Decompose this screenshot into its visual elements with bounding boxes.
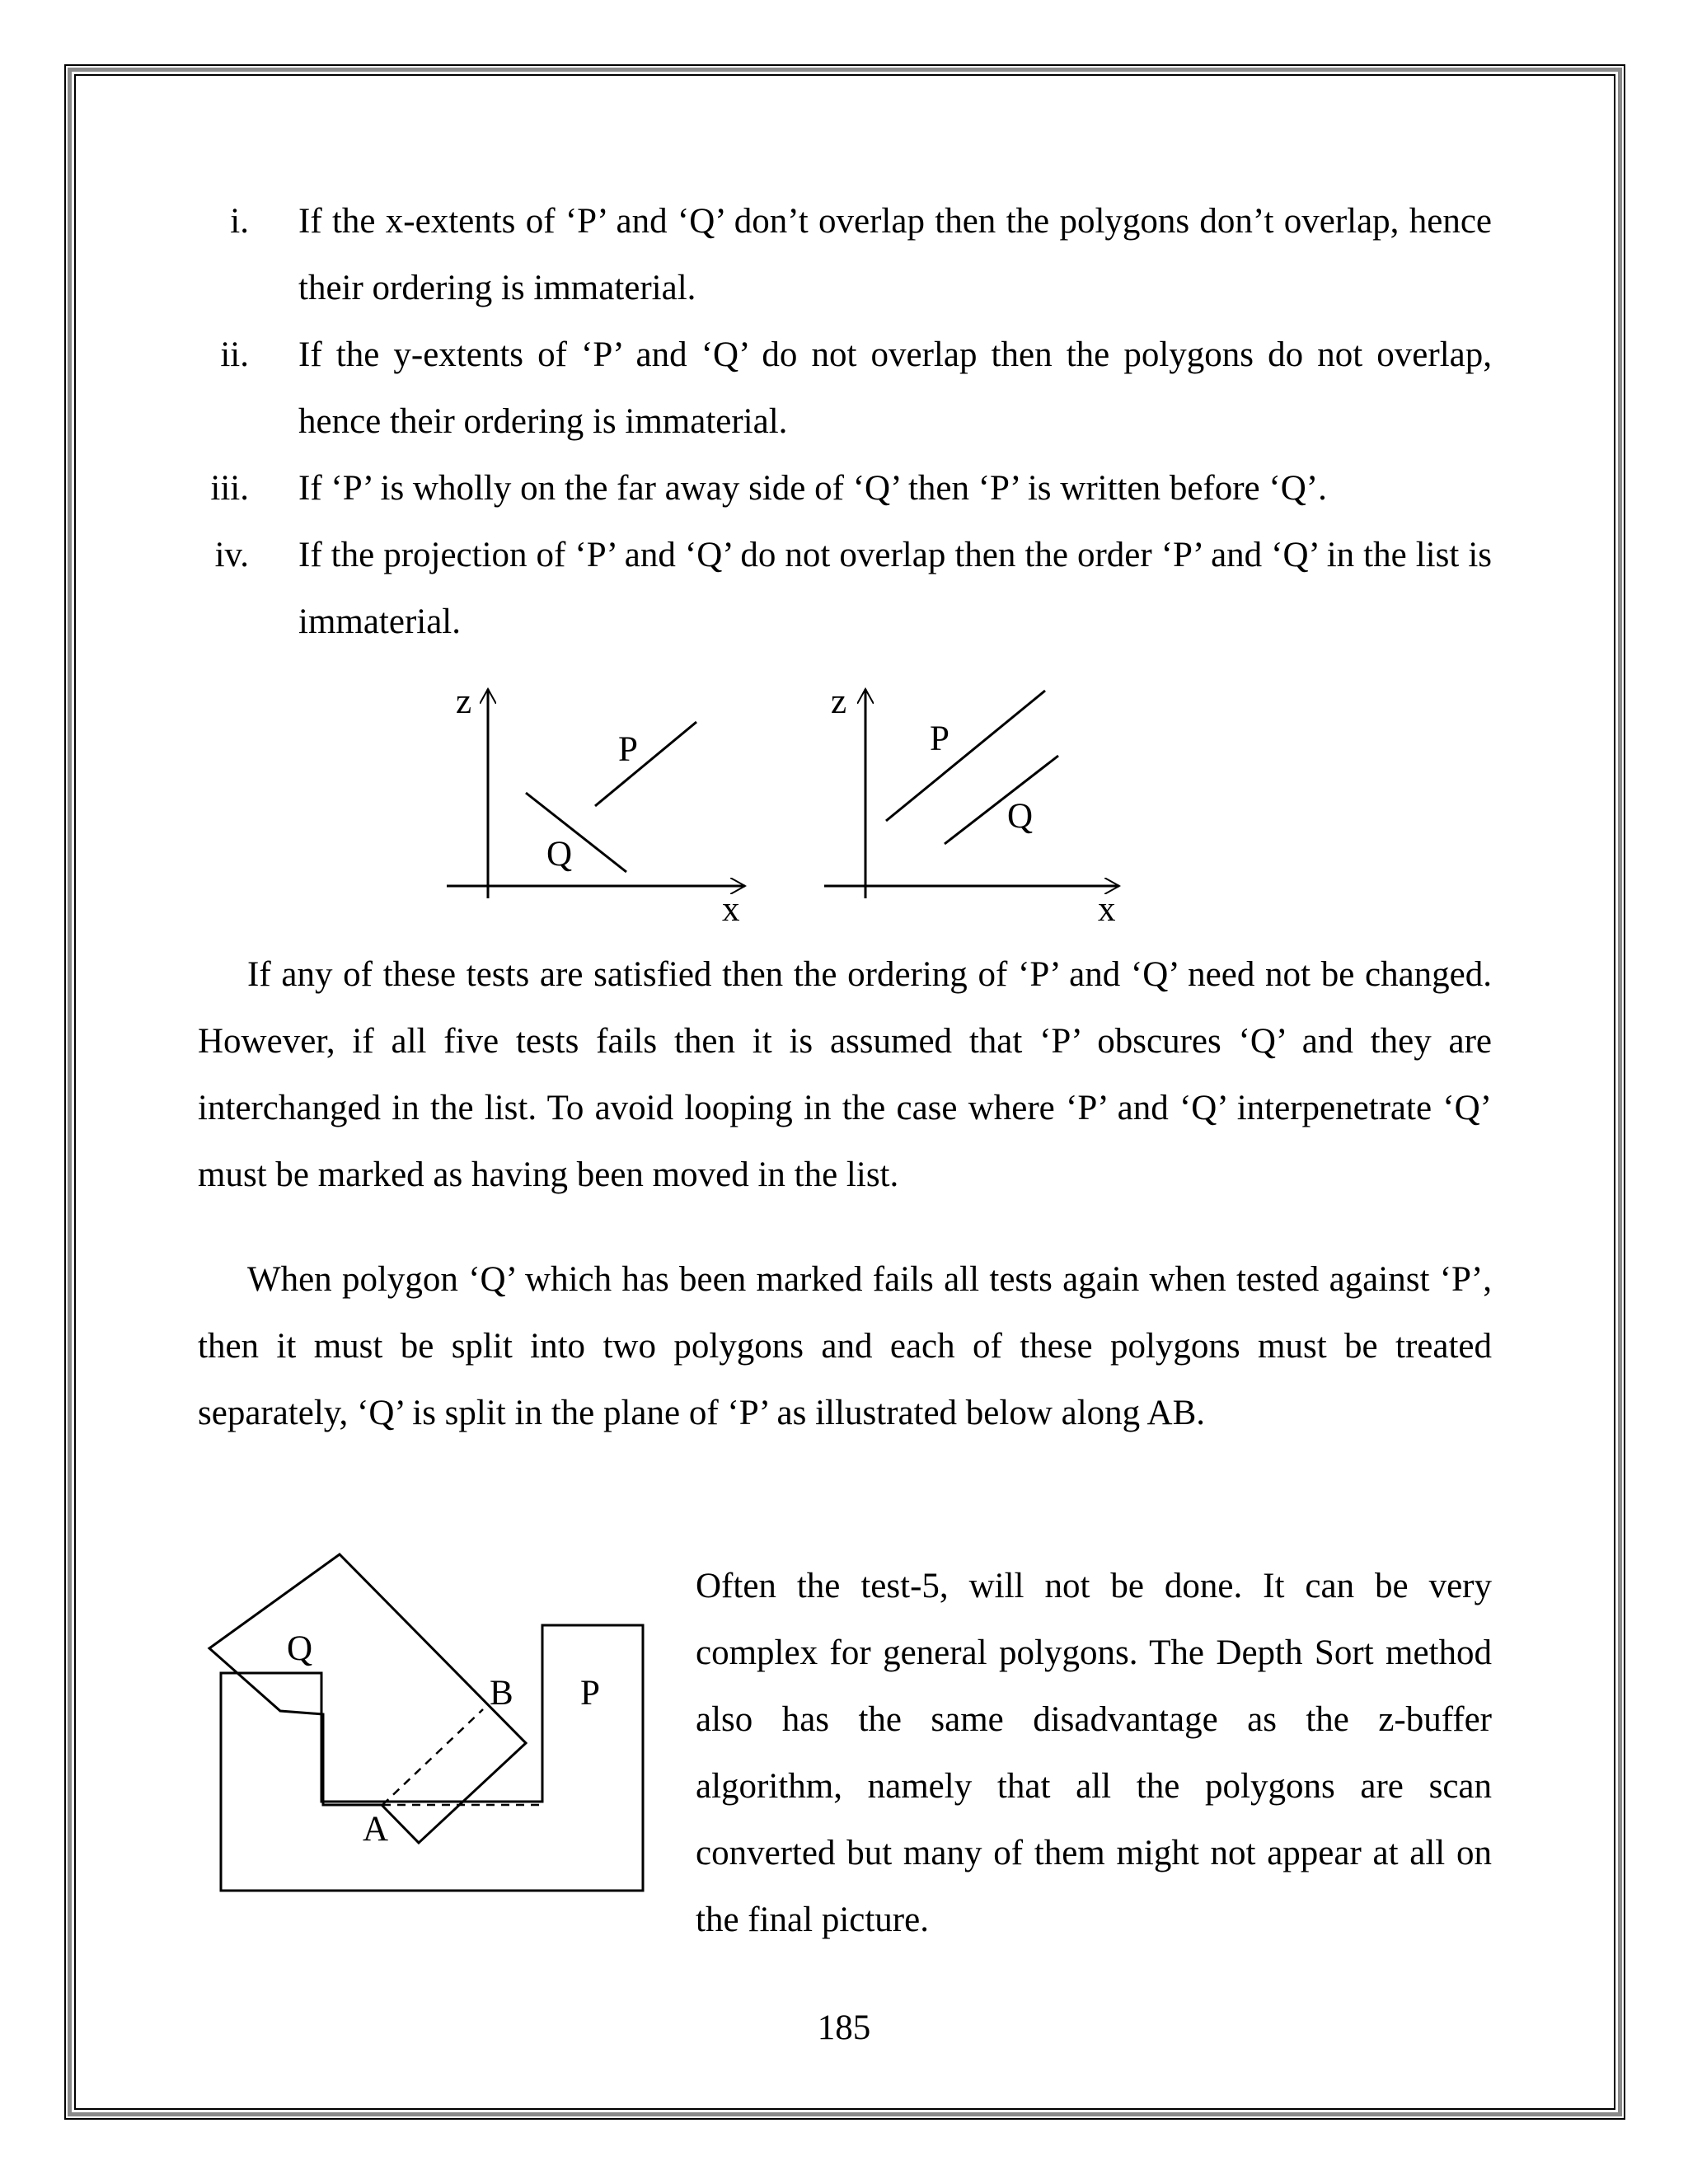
point-a-label: A bbox=[363, 1810, 389, 1849]
point-b-label: B bbox=[490, 1674, 513, 1713]
polygon-q-label: Q bbox=[287, 1629, 313, 1668]
list-item-number: iii. bbox=[210, 469, 249, 508]
polygon-q-label: Q bbox=[1007, 797, 1034, 836]
list-item-text: If ‘P’ is wholly on the far away side of ‘Q’ then ‘P’ is written before ‘Q’. bbox=[298, 469, 1327, 508]
x-axis-label: x bbox=[1098, 890, 1116, 929]
list-item-text: If the y-extents of ‘P’ and ‘Q’ do not overlap then the polygons do not overlap, hence their ordering is immaterial. bbox=[298, 335, 1492, 441]
paragraph-tests-result: If any of these tests are satisfied then the ordering of ‘P’ and ‘Q’ need not be changed. However, if all five tests fails then it is assumed that ‘P’ obscures ‘Q’ and they are interchanged in the list. To avoid looping in the case where ‘P’ and ‘Q’ interpenetrate ‘Q’ must be marked as having been moved in the list. bbox=[198, 955, 1492, 1194]
z-axis-label: z bbox=[831, 682, 847, 721]
polygon-q-rotated bbox=[209, 1554, 526, 1843]
x-axis-label: x bbox=[722, 890, 740, 929]
list-item-text: If the x-extents of ‘P’ and ‘Q’ don’t overlap then the polygons don’t overlap, hence their ordering is immaterial. bbox=[298, 202, 1492, 307]
z-axis-label: z bbox=[456, 682, 472, 721]
polygon-l-shape bbox=[221, 1625, 643, 1891]
polygon-p-label: P bbox=[580, 1674, 600, 1713]
polygon-p-label: P bbox=[930, 719, 950, 758]
list-item-text: If the projection of ‘P’ and ‘Q’ do not overlap then the order ‘P’ and ‘Q’ in the list is immaterial. bbox=[298, 536, 1492, 641]
list-item-number: ii. bbox=[220, 335, 249, 374]
paragraph-split-polygon: When polygon ‘Q’ which has been marked fails all tests again when tested against ‘P’, then it must be split into two polygons and each of these polygons must be treated separately, ‘Q’ is split in the plane of ‘P’ as illustrated below along AB. bbox=[198, 1260, 1492, 1432]
polygon-q-label: Q bbox=[546, 835, 573, 874]
list-item-number: i. bbox=[230, 202, 249, 241]
polygon-p-label: P bbox=[618, 730, 638, 769]
page-number: 185 bbox=[817, 2008, 871, 2047]
list-item-number: iv. bbox=[214, 536, 249, 574]
paragraph-depth-sort-note: Often the test-5, will not be done. It can be very complex for general polygons. The Depth Sort method also has the same disadvantage as the z-buffer algorithm, namely that all the polygons are scan converted but many of them might not appear at all on the final picture. bbox=[696, 1567, 1492, 1939]
split-line-ab bbox=[382, 1709, 483, 1805]
